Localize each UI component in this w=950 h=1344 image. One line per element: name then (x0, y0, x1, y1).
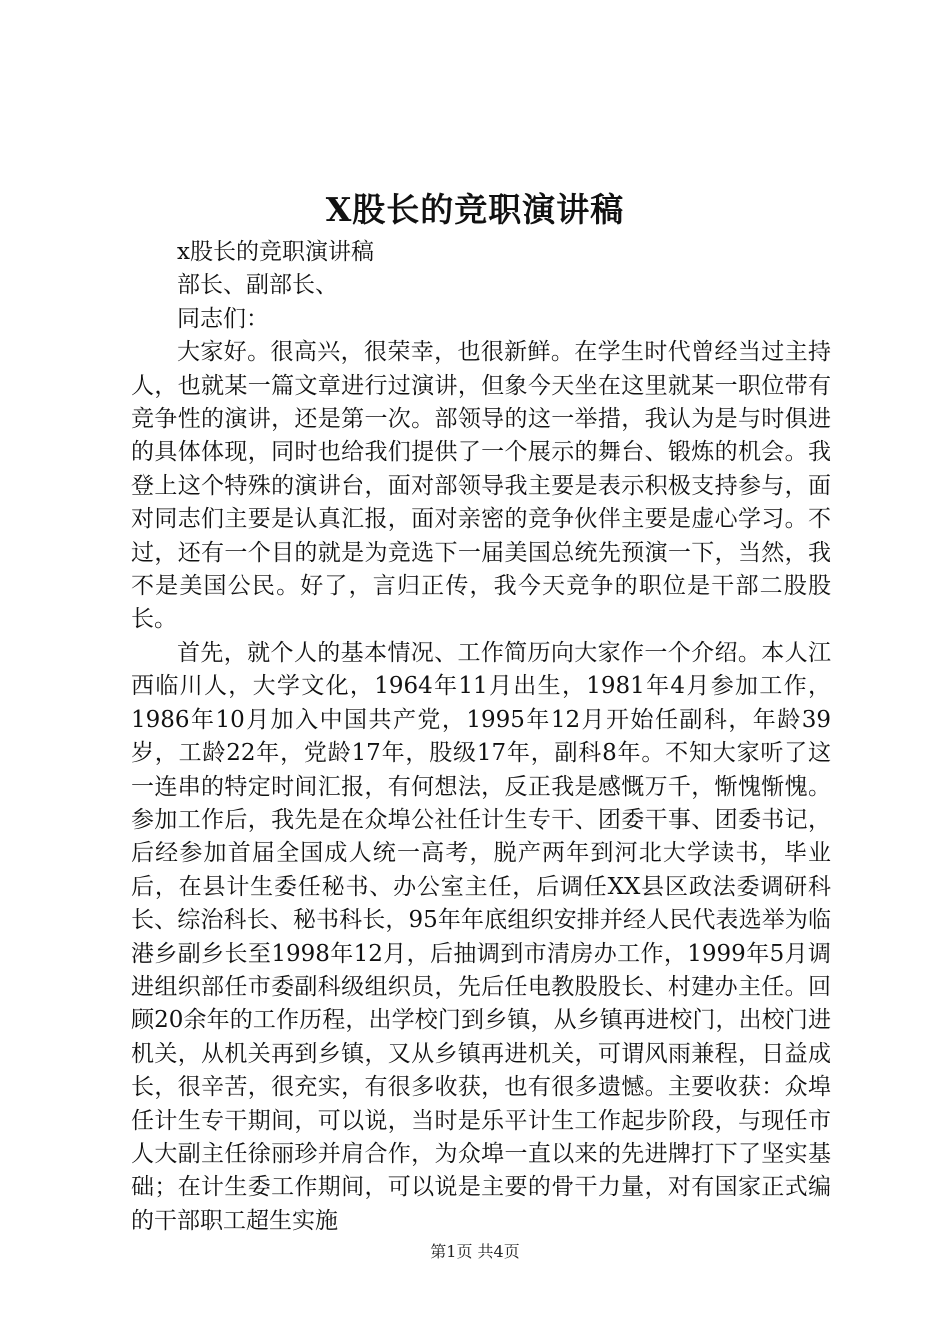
salutation-leaders: 部长、副部长、 (177, 272, 338, 299)
page-number-footer: 第1页 共4页 (430, 1242, 520, 1261)
subtitle-paragraph: x股长的竞职演讲稿 (177, 239, 374, 265)
background-paragraph: 首先，就个人的基本情况、工作简历向大家作一个介绍。本人江西临川人，大学文化，1964年11月出生，1981年4月参加工作，1986年10月加入中国共产党，1995年12月开始任副科，年龄39岁，工龄22年，党龄17年，股级17年，副科8年。不知大家听了这一连串的特定时间汇报，有何想法，反正我是感慨万千，惭愧惭愧。参加工作后，我先是在众埠公社任计生专干、团委干事、团委书记，后经参加首届全国成人统一高考，脱产两年到河北大学读书，毕业后，在县计生委任秘书、办公室主任，后调任XX县区政法委调研科长、综治科长、秘书科长，95年年底组织安排并经人民代表选举为临港乡副乡长至1998年12月，后抽调到市清房办工作，1999年5月调进组织部任市委副科级组织员，先后任电教股股长、村建办主任。回顾20余年的工作历程，出学校门到乡镇，从乡镇再进校门，出校门进机关，从机关再到乡镇，又从乡镇再进机关，可谓风雨兼程，日益成长，很辛苦，很充实，有很多收获，也有很多遗憾。主要收获：众埠任计生专干期间，可以说，当时是乐平计生工作起步阶段，与现任市人大副主任徐丽珍并肩合作，为众埠一直以来的先进牌打下了坚实基础；在计生委工作期间，可以说是主要的骨干力量，对有国家正式编的干部职工超生实施 (131, 639, 831, 1234)
document-title: X股长的竞职演讲稿 (325, 190, 625, 229)
intro-paragraph: 大家好。很高兴，很荣幸，也很新鲜。在学生时代曾经当过主持人，也就某一篇文章进行过演讲，但象今天坐在这里就某一职位带有竞争性的演讲，还是第一次。部领导的这一举措，我认为是与时俱进的具体体现，同时也给我们提供了一个展示的舞台、锻炼的机会。我登上这个特殊的演讲台，面对部领导我主要是表示积极支持参与，面对同志们主要是认真汇报，面对亲密的竞争伙伴主要是虚心学习。不过，还有一个目的就是为竞选下一届美国总统先预演一下，当然，我不是美国公民。好了，言归正传，我今天竞争的职位是干部二股股长。 (131, 339, 831, 633)
salutation-comrades: 同志们： (177, 305, 269, 332)
document-body (131, 236, 831, 1238)
